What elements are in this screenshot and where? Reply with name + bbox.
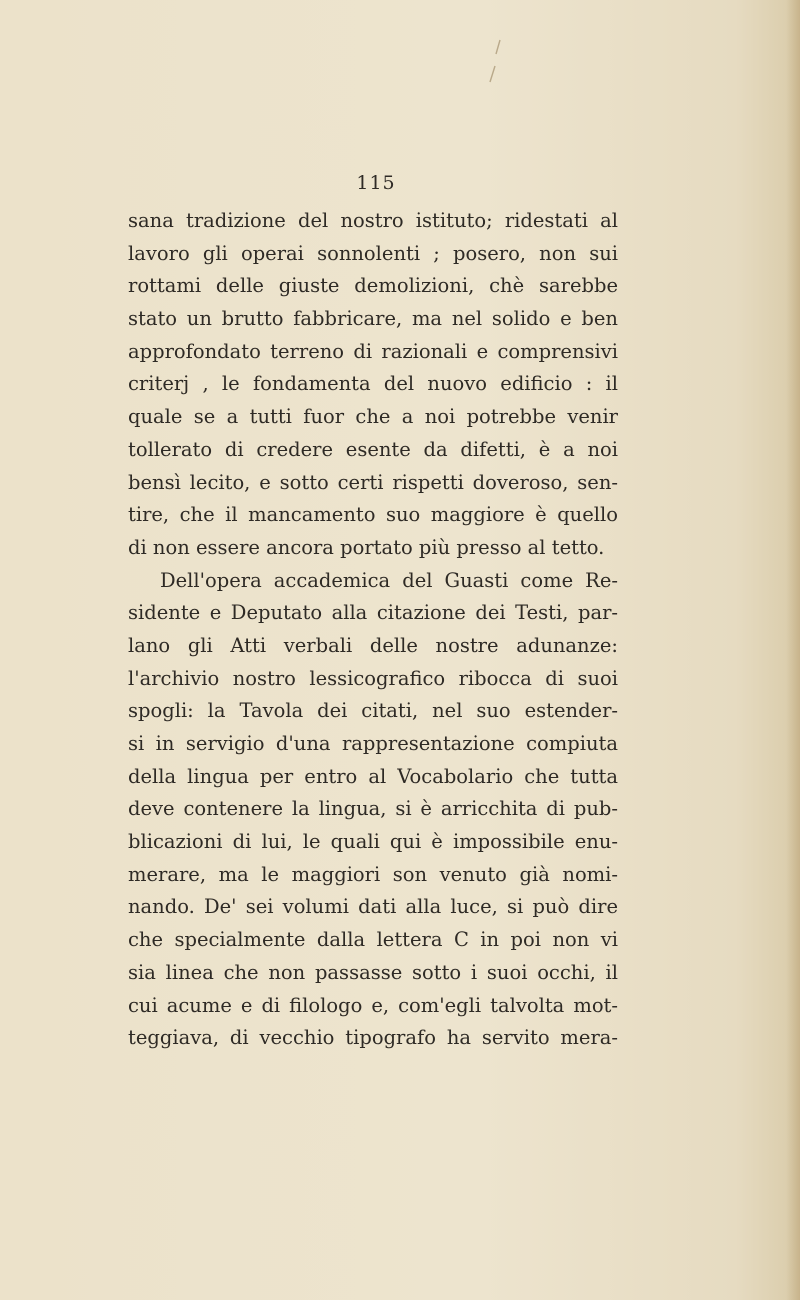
text-line: stato un brutto fabbricare, ma nel solido e ben — [128, 307, 618, 331]
text-line: quale se a tutti fuor che a noi potrebbe venir — [128, 405, 618, 429]
text-line: cui acume e di filologo e, com'egli talvolta mot- — [128, 993, 618, 1017]
text-line: bensì lecito, e sotto certi rispetti doveroso, sen- — [128, 470, 618, 494]
text-line: approfondato terreno di razionali e comprensivi — [128, 339, 618, 363]
text-line: tire, che il mancamento suo maggiore è quello — [128, 503, 618, 527]
text-line: deve contenere la lingua, si è arricchita di pub- — [128, 797, 618, 821]
text-line: che specialmente dalla lettera C in poi non vi — [128, 928, 618, 952]
text-line: sana tradizione del nostro istituto; ridestati al — [128, 209, 618, 232]
text-line: teggiava, di vecchio tipografo ha servito mera- — [128, 1026, 618, 1050]
page-number: 115 — [356, 172, 396, 194]
body-text — [128, 205, 618, 1055]
text-line: sia linea che non passasse sotto i suoi occhi, il — [128, 960, 618, 984]
text-line: criterj , le fondamenta del nuovo edificio : il — [128, 372, 618, 396]
paragraph-start-line: Dell'opera accademica del Guasti come Re- — [160, 568, 618, 592]
text-line: della lingua per entro al Vocabolario che tutta — [128, 764, 618, 788]
text-line: lavoro gli operai sonnolenti ; posero, non sui — [128, 241, 618, 265]
text-line: tollerato di credere esente da difetti, è a noi — [128, 437, 618, 461]
text-line: spogli: la Tavola dei citati, nel suo estender- — [128, 699, 618, 723]
text-line: si in servigio d'una rappresentazione compiuta — [128, 732, 618, 755]
text-line: merare, ma le maggiori son venuto già nomi- — [128, 862, 618, 886]
text-line: l'archivio nostro lessicografico ribocca di suoi — [128, 666, 618, 690]
text-line: blicazioni di lui, le quali qui è impossibile enu- — [128, 830, 618, 854]
text-line: sidente e Deputato alla citazione dei Testi, par- — [128, 601, 618, 625]
text-line: lano gli Atti verbali delle nostre adunanze: — [128, 633, 618, 657]
text-line: nando. De' sei volumi dati alla luce, si può dire — [128, 895, 618, 919]
pencil-mark — [486, 38, 508, 84]
text-line: di non essere ancora portato più presso al tetto. — [128, 535, 605, 559]
text-line: rottami delle giuste demolizioni, chè sarebbe — [128, 274, 618, 298]
page-edge-shadow — [786, 0, 800, 1300]
